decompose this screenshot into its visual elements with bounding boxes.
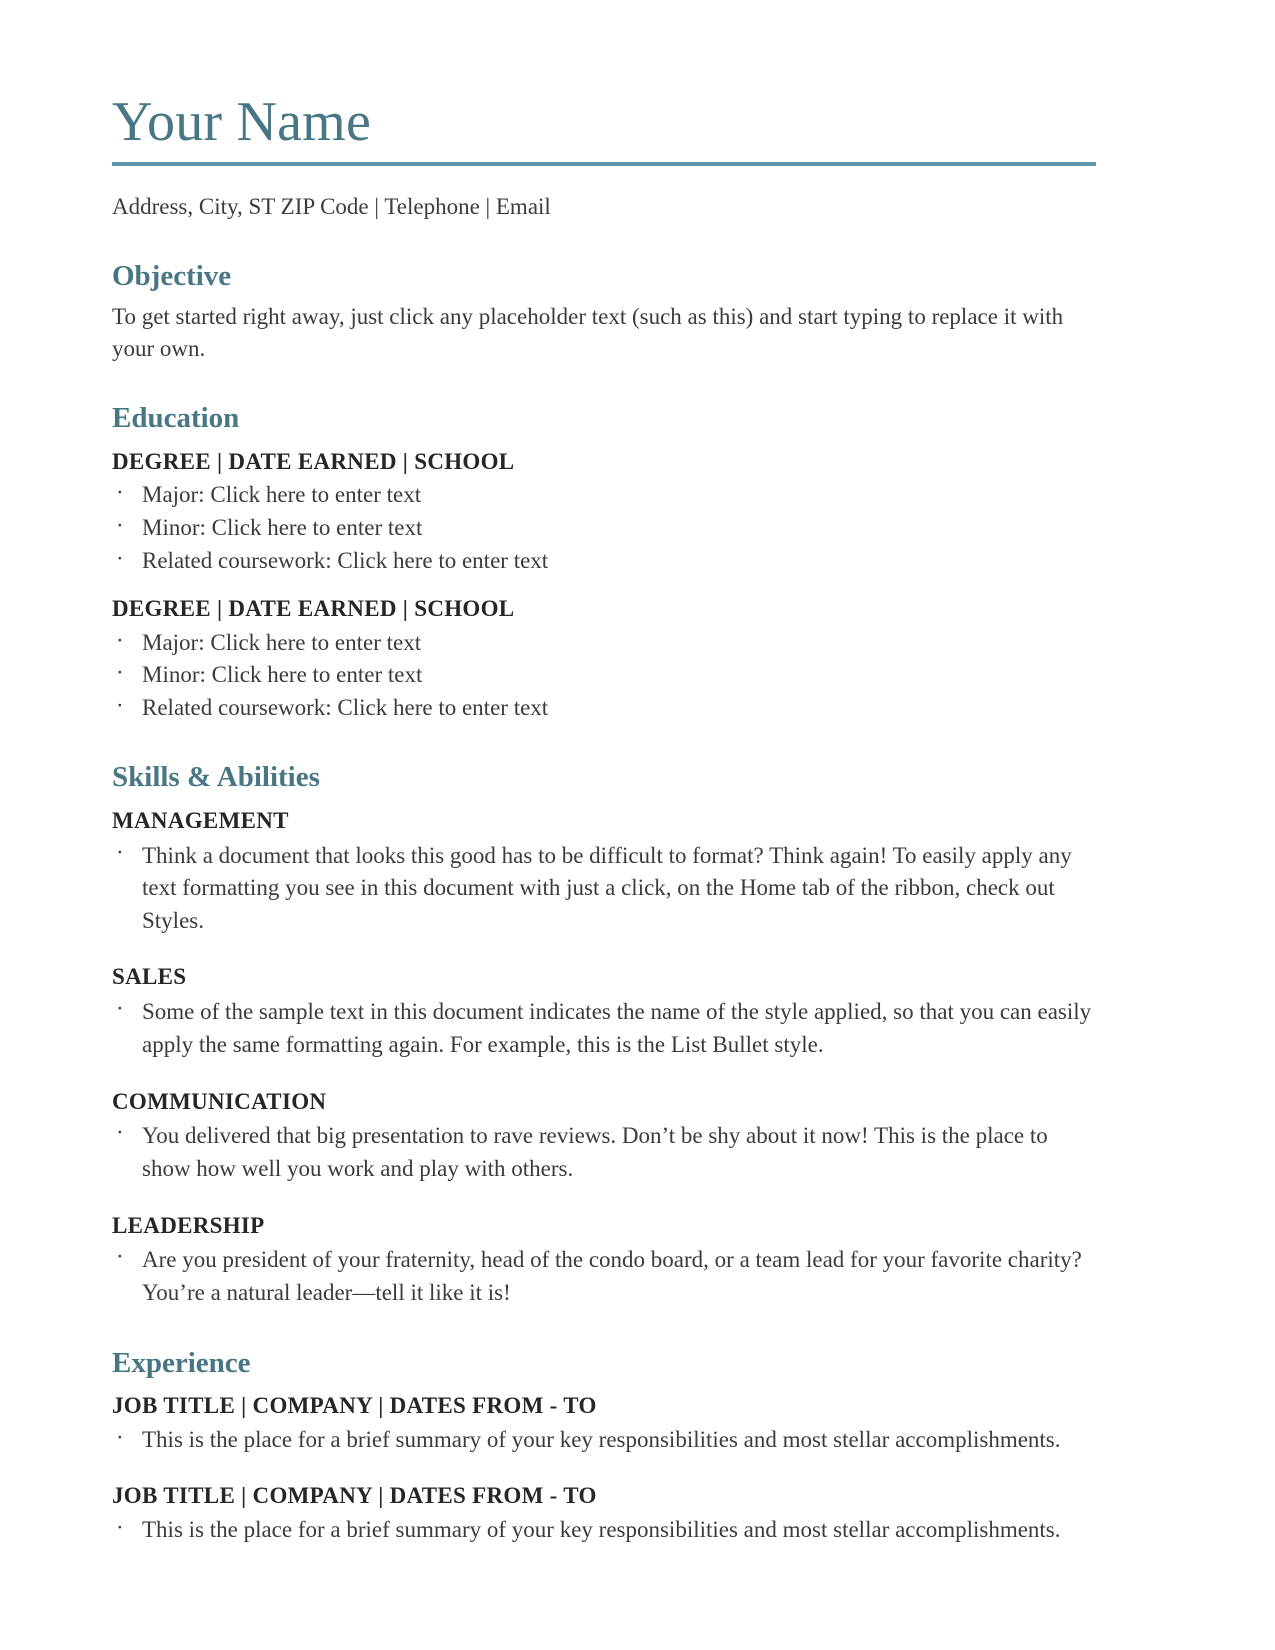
experience-bullet-list bbox=[112, 1425, 1097, 1456]
list-item[interactable]: · Related coursework: Click here to enter text bbox=[112, 546, 1097, 577]
skill-bullet-list bbox=[112, 1244, 1097, 1309]
resume-header bbox=[112, 92, 1097, 223]
skill-entry-management bbox=[112, 807, 1097, 938]
list-item[interactable]: · Minor: Click here to enter text bbox=[112, 660, 1097, 691]
section-skills bbox=[112, 760, 1097, 1310]
section-heading-objective: Objective bbox=[112, 259, 232, 292]
list-item[interactable]: · Major: Click here to enter text bbox=[112, 628, 1097, 659]
section-heading-education: Education bbox=[112, 401, 240, 434]
education-bullet-list bbox=[112, 628, 1097, 724]
section-heading-skills: Skills & Abilities bbox=[112, 760, 320, 793]
experience-entry-title[interactable]: JOB TITLE | COMPANY | DATES FROM - TO bbox=[112, 1483, 597, 1509]
title-divider bbox=[112, 162, 1096, 166]
education-entry bbox=[112, 595, 1097, 724]
skill-entry-title[interactable]: MANAGEMENT bbox=[112, 807, 289, 833]
list-item[interactable]: · Think a document that looks this good has to be difficult to format? Think again! To easily apply any text formatting you see in this document with just a click, on the Home tab of the ribbon, check out Styles. bbox=[112, 840, 1097, 938]
skill-entry-title[interactable]: SALES bbox=[112, 964, 187, 990]
objective-body[interactable]: To get started right away, just click any placeholder text (such as this) and start typing to replace it with your own. bbox=[112, 304, 1064, 362]
section-heading-experience: Experience bbox=[112, 1346, 251, 1379]
education-bullet-list bbox=[112, 480, 1097, 576]
list-item[interactable]: · Related coursework: Click here to enter text bbox=[112, 693, 1097, 724]
section-objective bbox=[112, 259, 1097, 365]
list-item[interactable]: · This is the place for a brief summary of your key responsibilities and most stellar accomplishments. bbox=[112, 1515, 1097, 1546]
list-item[interactable]: · You delivered that big presentation to rave reviews. Don’t be shy about it now! This is the place to show how well you work and play with others. bbox=[112, 1120, 1097, 1185]
skill-entry-title[interactable]: LEADERSHIP bbox=[112, 1212, 265, 1238]
skill-entry-communication bbox=[112, 1088, 1097, 1186]
list-item[interactable]: · This is the place for a brief summary of your key responsibilities and most stellar accomplishments. bbox=[112, 1425, 1097, 1456]
skill-bullet-list bbox=[112, 996, 1097, 1061]
education-entry bbox=[112, 448, 1097, 577]
list-item[interactable]: · Are you president of your fraternity, head of the condo board, or a team lead for your favorite charity? You’re a natural leader—tell it like it is! bbox=[112, 1244, 1097, 1309]
experience-entry bbox=[112, 1392, 1097, 1456]
list-item[interactable]: · Major: Click here to enter text bbox=[112, 480, 1097, 511]
list-item[interactable]: · Some of the sample text in this document indicates the name of the style applied, so that you can easily apply the same formatting again. For example, this is the List Bullet style. bbox=[112, 996, 1097, 1061]
experience-bullet-list bbox=[112, 1515, 1097, 1546]
document-body bbox=[112, 92, 1097, 1548]
skill-entry-sales bbox=[112, 963, 1097, 1061]
experience-entry-title[interactable]: JOB TITLE | COMPANY | DATES FROM - TO bbox=[112, 1393, 597, 1419]
education-entry-title[interactable]: DEGREE | DATE EARNED | SCHOOL bbox=[112, 448, 515, 474]
skill-entry-title[interactable]: COMMUNICATION bbox=[112, 1088, 327, 1114]
skill-entry-leadership bbox=[112, 1212, 1097, 1310]
skill-bullet-list bbox=[112, 840, 1097, 938]
list-item[interactable]: · Minor: Click here to enter text bbox=[112, 513, 1097, 544]
page-title[interactable]: Your Name bbox=[112, 91, 371, 153]
education-entry-title[interactable]: DEGREE | DATE EARNED | SCHOOL bbox=[112, 595, 515, 621]
section-experience bbox=[112, 1346, 1097, 1546]
contact-line[interactable]: Address, City, ST ZIP Code | Telephone | Email bbox=[112, 194, 551, 220]
experience-entry bbox=[112, 1482, 1097, 1546]
section-education bbox=[112, 401, 1097, 724]
skill-bullet-list bbox=[112, 1120, 1097, 1185]
